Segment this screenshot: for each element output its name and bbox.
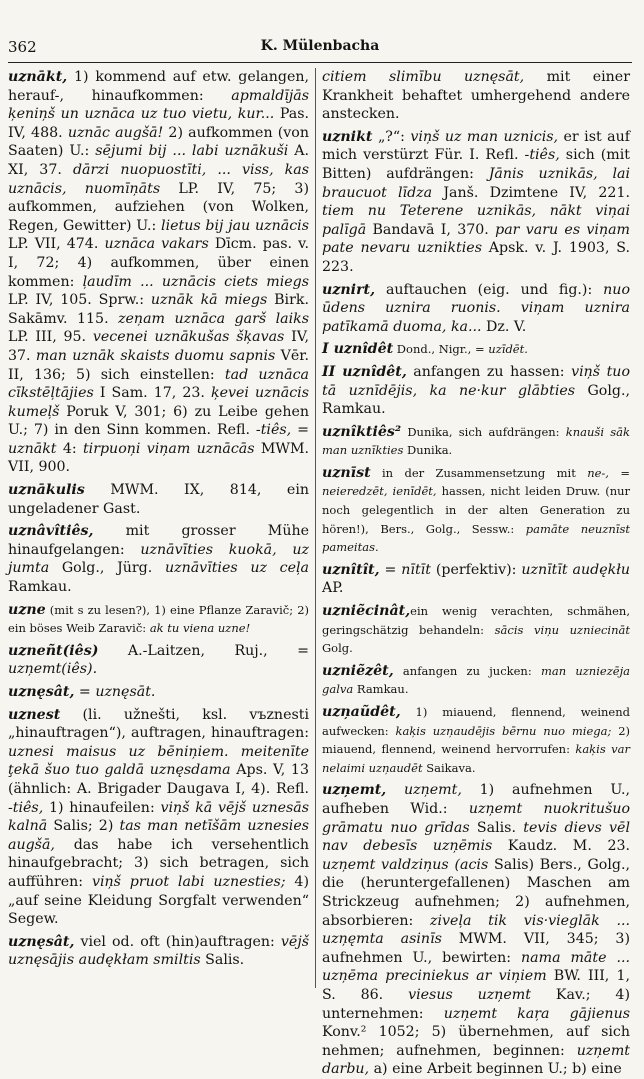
dictionary-entry xyxy=(8,68,309,477)
dictionary-entry xyxy=(8,683,309,702)
definition-text: anfangen zu hassen: xyxy=(406,363,572,380)
example-text: viesus uzņemt xyxy=(408,986,531,1003)
definition-text: 2) aufkommen (von Saaten) U.: xyxy=(8,124,309,160)
definition-text: mit einer Krankheit behaftet umhergehend andere anstecken. xyxy=(322,69,630,123)
definition-text: Vēr. II, 136; 5) sich einstellen: xyxy=(8,347,309,383)
example-text: uznesi maisus uz bēniņiem. meitenīte ţekā šuo tuo galdā uznęsdama xyxy=(8,743,309,779)
small-text: ein wenig verachten, schmähen, geringschätzig behandeln: xyxy=(322,604,630,637)
definition-text: A. XI, 37. xyxy=(8,143,310,178)
example-text: uzņemt(iês). xyxy=(8,661,98,678)
example-text: vējš uznęsājis audękłam smiltis xyxy=(8,933,309,969)
dictionary-entry xyxy=(8,601,309,638)
small-example-text: sācis viņu uzniecināt xyxy=(494,622,630,637)
definition-text: Dīcm. pas. v. I, 72; 4) aufkommen, über einen kommen: xyxy=(8,236,309,290)
example-text: uznītīt audękłu xyxy=(521,561,630,578)
small-text: = xyxy=(608,465,630,480)
definition-text: Konv.² 1052; 5) übernehmen, auf sich nehmen; aufnehmen, beginnen: xyxy=(322,1024,630,1059)
headword: uzneñt(iês) xyxy=(8,642,99,659)
definition-text: BW. III, 1, S. 86. xyxy=(322,968,630,1003)
dictionary-entry xyxy=(322,703,630,777)
definition-text: Salis. xyxy=(200,952,245,969)
example-text: uznāc augšā! xyxy=(67,124,164,141)
definition-text: Janš. Dzimtene IV, 221. xyxy=(432,184,630,201)
definition-text: MWM. VII, 900. xyxy=(8,440,309,476)
small-text: Dunika. xyxy=(403,443,453,458)
example-text: ziveļa tik vis·vieglāk ... uzņęmta asinīs xyxy=(322,912,631,948)
definition-text: 4) „auf seine Kleidung Sorgfalt verwenden“ Segew. xyxy=(8,873,309,928)
headword: uznikt xyxy=(322,128,373,145)
example-text: uzņemt valdziņus (acis xyxy=(322,856,489,873)
example-text: uznāk kā miegs xyxy=(150,292,268,309)
example-text: ļaudīm ... uznācis ciets miegs xyxy=(82,273,309,290)
definition-text: = xyxy=(379,561,402,578)
small-text: 1) miauend, flennend, weinend aufwecken: xyxy=(322,705,630,738)
definition-text: LP. VII, 474. xyxy=(8,236,105,253)
example-text: uznāca vakars xyxy=(104,236,209,253)
dictionary-entry xyxy=(322,128,630,277)
headword: II uznîdêt, xyxy=(322,363,407,380)
definition-text: Bandavā I, 370. xyxy=(366,221,496,238)
example-text: viņš tuo tā uznīdējis, ka ne·kur glābties xyxy=(322,363,630,399)
definition-text: 4: xyxy=(56,440,83,457)
definition-text: mit grosser Mühe hinaufgelangen: xyxy=(8,523,309,558)
example-text: uznāvīties uz ceļa xyxy=(164,560,309,577)
small-example-text: kaķis var nelaimi uzņaudēt xyxy=(322,742,630,775)
definition-text: Golg., Jürg. xyxy=(49,560,165,577)
definition-text: viel od. oft (hin)auftragen: xyxy=(74,933,281,950)
headword: uzniẽcinât, xyxy=(322,603,411,620)
definition-text: MWM. VII, 345; 3) aufnehmen U., bewirten: xyxy=(322,931,630,966)
headword: uznirt, xyxy=(322,281,376,298)
example-text: uzņemt kaŗa gājienus xyxy=(443,1005,630,1022)
definition-text: Dz. V. xyxy=(481,318,527,335)
headword: uznest xyxy=(8,706,61,723)
small-example-text: uzīdēt. xyxy=(488,342,528,357)
example-text: man uznāk skaists duomu sapnis xyxy=(35,347,276,364)
example-text: nama māte ... uzņēma preciniekus ar viņiem xyxy=(322,949,630,985)
headword: uznākt, xyxy=(8,69,68,85)
small-text: hassen, nicht leiden Druw. (nur noch gelegentlich in der alten Generation zu hören!), Bers., Golg., Sessw.: xyxy=(322,484,631,536)
definition-text: AP. xyxy=(322,580,344,597)
example-text: uznāvīties kuokā, uz jumta xyxy=(8,541,309,577)
definition-text: auftauchen (eig. und fig.): xyxy=(375,281,604,298)
definition-text: = xyxy=(74,684,96,700)
definition-text: (li. užnešti, ksl. vъznesti „hinauftragen“), auftragen, hinauftragen: xyxy=(8,706,309,742)
page-header xyxy=(8,38,632,58)
headword: uzņemt, xyxy=(322,782,387,799)
definition-text: (perfektiv): xyxy=(430,561,522,578)
example-text: nītīt xyxy=(401,561,431,578)
dictionary-entry xyxy=(322,602,630,658)
headword: uznîktiês² xyxy=(322,423,402,440)
definition-text: LP. IV, 105. Sprw.: xyxy=(8,292,151,309)
definition-text: I Sam. 17, 23. xyxy=(93,385,212,402)
definition-text: das habe ich versehentlich hinaufgebracht; 3) sich betragen, sich aufführen: xyxy=(8,836,309,890)
example-text: tad uznāca cīkstēļtājies xyxy=(8,366,309,402)
example-text: par varu es viņam pate nevaru uznikties xyxy=(322,221,631,257)
headword: uzne xyxy=(8,601,46,618)
definition-text: Birk. Sakāmv. 115. xyxy=(8,292,309,327)
right-column xyxy=(322,68,630,1079)
headword: uznîtît, xyxy=(322,561,380,578)
example-text: tevis dievs vēl nav debesīs uzņēmis xyxy=(322,819,630,855)
page-number: 362 xyxy=(8,38,37,56)
example-text: vecenei uznākušas šķavas xyxy=(92,329,285,346)
small-example-text: kaķis uzņaudējis bērnu nuo miega; xyxy=(395,723,612,738)
left-column xyxy=(8,68,315,970)
definition-text: Salis; 2) xyxy=(47,818,120,835)
example-text: uznęsāt. xyxy=(95,684,156,700)
definition-text: sich (mit Bitten) aufdrängen: xyxy=(322,147,630,182)
definition-text: a) eine Arbeit beginnen U.; b) eine xyxy=(369,1061,622,1078)
dictionary-entry xyxy=(8,642,309,679)
dictionary-entry xyxy=(322,781,630,1079)
small-example-text: pamāte neuznīst pameitas. xyxy=(322,521,630,555)
example-text: lietus bij jau uznācis xyxy=(161,217,309,234)
definition-text: „?“: xyxy=(372,128,411,145)
example-text: nuo ūdens uznira ruonis. viņam uznira patīkamā duoma, ka... xyxy=(322,281,630,335)
small-example-text: neieredzēt, ienīdēt, xyxy=(322,484,437,499)
dictionary-entry xyxy=(322,281,630,337)
example-text: viņš uz man uznicis, xyxy=(410,128,559,145)
small-text: Dunika, sich aufdrängen: xyxy=(401,424,566,439)
small-example-text: knauši sāk man uznīkties xyxy=(322,424,630,458)
example-text: tiês, xyxy=(529,147,560,164)
definition-text: MWM. IX, 814, ein ungeladener Gast. xyxy=(8,482,309,517)
example-text: tas man netīšām uznesies augšā, xyxy=(8,818,310,853)
headword: uznęsât, xyxy=(8,933,75,950)
example-text: sējumi bij ... labi uznākuši xyxy=(95,143,289,160)
definition-text: Salis. xyxy=(469,819,524,836)
small-text: Golg. xyxy=(322,641,353,656)
small-example-text: ak tu viena uzne! xyxy=(149,621,251,636)
headword: uznīst xyxy=(322,464,371,481)
small-text: 2) miauend, flennend, weinend hervorrufen: xyxy=(322,723,630,757)
definition-text: Golg., Ramkau. xyxy=(322,382,630,418)
headword: uzņaũdêt, xyxy=(322,704,401,720)
dictionary-entry xyxy=(322,423,630,460)
definition-text: Ramkau. xyxy=(8,579,72,596)
definition-text: LP. III, 95. xyxy=(8,329,93,346)
example-text: Jānis uznikās, lai braucuot līdza xyxy=(322,165,630,201)
dictionary-entry xyxy=(8,933,309,970)
dictionary-entry xyxy=(322,340,630,359)
definition-text: Poruk V, 301; 6) zu Leibe gehen U.; 7) in den Sinn kommen. Refl. - xyxy=(8,403,309,439)
small-example-text: man uzniezēja galva xyxy=(322,663,630,697)
example-text: viņš kā vējš uznesās kalnā xyxy=(8,799,309,835)
headword: uznākulis xyxy=(8,482,85,499)
example-text: apmaldījās ķeniņš un uznāca uz tuo vietu, kur... xyxy=(8,87,309,123)
example-text: zeņam uznāca garš laiks xyxy=(118,310,310,327)
definition-text: Kaudz. M. 23. xyxy=(492,838,631,855)
example-text: uznākt xyxy=(8,440,57,457)
definition-text: 1) aufnehmen U., aufheben Wid.: xyxy=(322,782,630,817)
small-text: (mit s zu lesen?), 1) eine Pflanze Zaravič; 2) ein böses Weib Zaravič: xyxy=(8,602,309,636)
definition-text: = xyxy=(291,422,309,439)
small-example-text: ne-, xyxy=(587,465,609,480)
definition-text: A.-Laitzen, Ruj., = xyxy=(98,642,309,659)
dictionary-entry xyxy=(322,363,630,419)
example-text: uzņemt, xyxy=(404,782,462,799)
example-text: dārzi nuopuostīti, ... viss, kas uznācis, nuomīņāts xyxy=(8,161,310,197)
small-text: Saikava. xyxy=(422,760,476,775)
example-text: citiem slimību uznęsāt, xyxy=(322,69,525,85)
small-text: Dond., Nigr., = xyxy=(393,342,489,357)
definition-text: Aps. V, 13 (ähnlich: A. Brigader Daugava I, 4). Refl. - xyxy=(8,762,309,816)
dictionary-entry xyxy=(322,464,630,557)
dictionary-entry xyxy=(8,706,309,929)
dictionary-entry xyxy=(322,68,630,124)
small-text: anfangen zu jucken: xyxy=(393,663,541,678)
headword: uznâvîtiês, xyxy=(8,523,94,540)
column-divider xyxy=(315,68,316,988)
definition-text: LP. IV, 75; 3) aufkommen, aufziehen (von Wolken, Regen, Gewitter) U.: xyxy=(8,180,309,234)
headword: uznęsât, xyxy=(8,684,75,700)
dictionary-entry xyxy=(8,481,309,518)
definition-text: 1) kommend auf etw. gelangen, herauf-, hinaufkommen: xyxy=(8,69,309,104)
definition-text: Apsk. v. J. 1903, S. 223. xyxy=(322,240,630,275)
small-text: in der Zusammensetzung mit xyxy=(370,465,588,480)
example-text: tiem nu Teterene uznikās, nākt viņai palīgā xyxy=(322,203,630,238)
definition-text: Kav.; 4) unternehmen: xyxy=(322,986,630,1022)
headword: uzniẽzêt, xyxy=(322,662,394,679)
definition-text: Salis) Bers., Golg., die (heruntergefallenen) Maschen am Strickzeug aufnehmen; 2) aufnehmen, absorbieren: xyxy=(322,856,630,929)
definition-text xyxy=(386,782,404,798)
definition-text: IV, 37. xyxy=(8,329,309,364)
dictionary-entry xyxy=(8,522,309,596)
dictionary-entry xyxy=(322,561,630,598)
headword: I uznîdêt xyxy=(322,341,394,358)
example-text: uzņemt darbu, xyxy=(322,1042,630,1078)
small-text: Ramkau. xyxy=(353,682,409,697)
header-rule xyxy=(8,62,632,63)
example-text: tirpuoņi viņam uznācās xyxy=(82,440,255,457)
example-text: uzņemt nuokritušuo grāmatu nuo grīdas xyxy=(322,800,630,836)
example-text: tiês, xyxy=(260,422,292,439)
definition-text: 1) hinaufeilen: xyxy=(43,799,161,816)
dictionary-entry xyxy=(322,662,630,699)
definition-text: er ist auf mich verstürzt Für. I. Refl. - xyxy=(322,128,630,164)
definition-text: Pas. IV, 488. xyxy=(8,106,309,141)
example-text: ķevei uznācis kumeļš xyxy=(8,385,309,420)
example-text: tiês, xyxy=(12,799,44,816)
example-text: viņš pruot labi uznesties; xyxy=(91,873,286,890)
page-title: K. Mülenbacha xyxy=(260,38,380,54)
